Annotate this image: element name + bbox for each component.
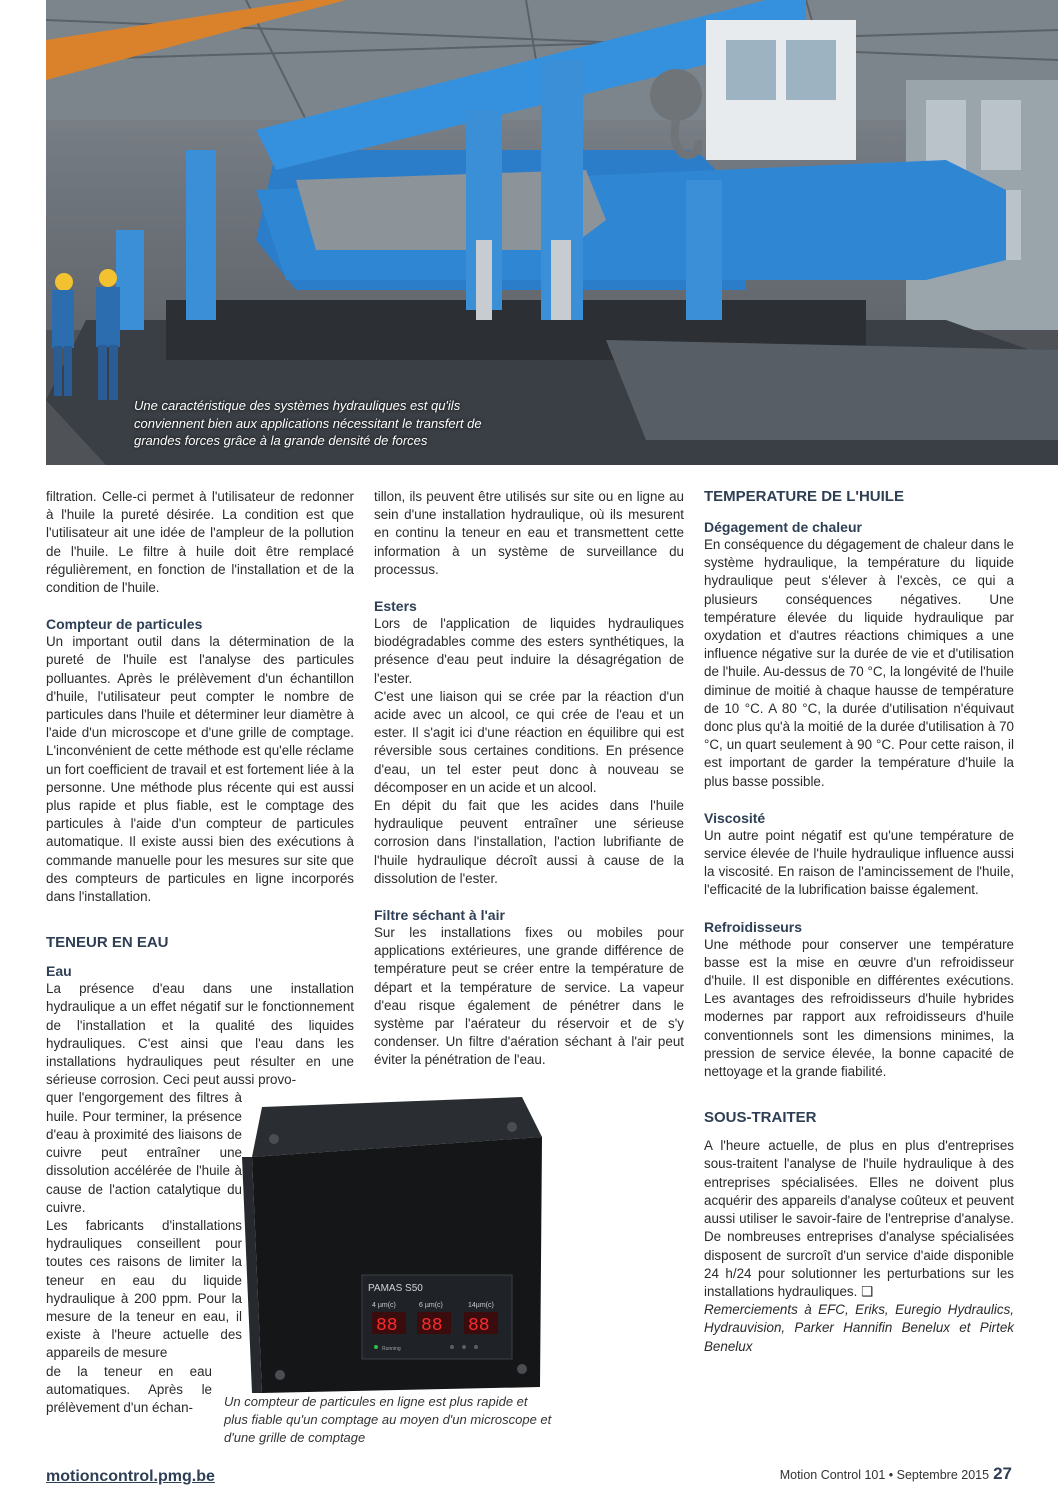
- hero-caption: Une caractéristique des systèmes hydrauliques est qu'ils conviennent bien aux applications nécessitant le transfert de grandes forces grâce à la grande densité de forces: [134, 398, 482, 448]
- channel-label-3: 14µm(c): [468, 1302, 494, 1309]
- issue-label: Motion Control 101 • Septembre 2015: [779, 1468, 990, 1482]
- subheading-air-dryer-filter: Filtre séchant à l'air: [374, 907, 505, 924]
- hero-photo: [46, 0, 1058, 465]
- display-2: 88: [421, 1316, 443, 1336]
- paragraph: quer l'engorgement des filtres à huile. Pour terminer, la présence d'eau à proximité des liaisons de cuivre peut entraîner une dissolution accélérée de l'huile à cause de l'action catalytique du cuivre.: [46, 1090, 242, 1215]
- paragraph: En dépit du fait que les acides dans l'huile hydraulique peuvent entraîner une sérieuse corrosion dans l'installation, l'action lubrifiante de l'huile hydraulique décroît aussi à cause de la dissolution de l'ester.: [374, 798, 684, 886]
- issue-info: [780, 1464, 1012, 1484]
- paragraph: La présence d'eau dans une installation hydraulique a un effet négatif sur le fonctionnement de l'installation et la qualité des liquides hydrauliques. C'est ainsi que l'eau dans les installations hydrauliques peut résulter en une sérieuse corrosion. Ceci peut aussi provo-: [46, 981, 354, 1088]
- column-3: [704, 488, 1014, 1356]
- paragraph: filtration. Celle-ci permet à l'utilisateur de redonner à l'huile la pureté désirée. La condition est que l'utilisateur ait une idée de l'ampleur de la pollution de l'huile. Le filtre à huile doit être remplacé régulièrement, en fonction de l'installation et de la condition de l'huile.: [46, 489, 354, 596]
- section-heading-oil-temperature: TEMPERATURE DE L'HUILE: [704, 488, 904, 505]
- paragraph: C'est une liaison qui se crée par la réaction d'un acide avec un alcool, ce qui crée de l'eau et un ester. Il s'agit ici d'une réaction en équilibre qui est réversible sous certaines conditions. En présence d'eau, un tel ester peut donc à nouveau se décomposer en un acide et un alcool.: [374, 688, 684, 795]
- section-heading-water-content: TENEUR EN EAU: [46, 934, 169, 952]
- status-led-icon: [374, 1345, 378, 1349]
- display-1: 88: [376, 1316, 398, 1336]
- paragraph: Sur les installations fixes ou mobiles pour applications extérieures, une grande différence de température peut se créer entre la température de départ et la température de service. La vapeur d'eau risque également de pénétrer dans le système par l'aérateur du réservoir et de s'y condenser. Un filtre d'aération séchant à l'air peut éviter la pénétration de l'eau.: [374, 925, 684, 1068]
- device-brand: PAMAS S50: [368, 1283, 423, 1294]
- display-3: 88: [468, 1316, 490, 1336]
- paragraph: Un important outil dans la détermination de la pureté de l'huile est l'analyse des particules polluantes. Après le prélèvement d'un échantillon d'huile, l'utilisateur peut compter le nombre de particules dans l'huile et déterminer leur diamètre à l'aide d'un microscope et d'une grille de comptage. L'inconvénient de cette méthode est qu'elle réclame un fort coefficient de travail et est fortement liée à la personne. Une méthode plus récente qui est aussi plus rapide et plus fiable, est le comptage des particules à l'aide d'un compteur de particules automatique. Il existe aussi bien des exécutions à commande manuelle pour les mesures sur site que des compteurs de particules en ligne incorporés dans l'installation.: [46, 634, 354, 905]
- paragraph: de la teneur en eau automatiques. Après le prélèvement d'un échan-: [46, 1363, 212, 1415]
- page-number: 27: [993, 1464, 1012, 1483]
- end-mark-icon: ❑: [861, 1283, 874, 1299]
- subheading-esters: Esters: [374, 598, 417, 615]
- paragraph: Un autre point négatif est qu'une température de service élevée de l'huile hydraulique influence aussi la viscosité. En raison de l'amincissement de l'huile, l'efficacité de la lubrification baisse également.: [704, 827, 1014, 898]
- status-label: Running: [382, 1346, 401, 1352]
- particle-counter-photo: [222, 1097, 552, 1397]
- subheading-water: Eau: [46, 963, 72, 980]
- hydraulic-machine-illustration: [46, 0, 1058, 465]
- channel-label-1: 4 µm(c): [372, 1302, 396, 1309]
- subheading-particle-counter: Compteur de particules: [46, 616, 203, 633]
- column-2: [374, 488, 684, 1070]
- subheading-heat-release: Dégagement de chaleur: [704, 519, 862, 535]
- section-heading-outsourcing: SOUS-TRAITER: [704, 1109, 817, 1127]
- acknowledgements: Remerciements à EFC, Eriks, Euregio Hydraulics, Hydrauvision, Parker Hannifin Benelux et Pirtek Benelux: [704, 1302, 1014, 1354]
- website-link[interactable]: motioncontrol.pmg.be: [46, 1468, 215, 1485]
- subheading-coolers: Refroidisseurs: [704, 918, 803, 935]
- particle-counter-device: [222, 1097, 552, 1397]
- paragraph-text: A l'heure actuelle, de plus en plus d'entreprises sous-traitent l'analyse de l'huile hydraulique à des entreprises spécialisées. Elles ne doivent plus acquérir des appareils d'analyse coûteux et peuvent aussi utiliser le savoir-faire de l'entreprise d'analyse. De nombreuses entreprises d'analyse spécialisées disposent de surcroît d'un service d'aide disponible 24 h/24 pour solutionner les perturbations sur les installations hydrauliques.: [704, 1138, 1014, 1299]
- paragraph: Une méthode pour conserver une température basse est la mise en œuvre d'un refroidisseur d'huile. Il est disponible en différentes exécutions. Les avantages des refroidisseurs d'huile hybrides modernes par rapport aux refroidisseurs d'huile conventionnels sont les dimensions minimes, la pression de service élevée, la bonne capacité de nettoyage et la grande fiabilité.: [704, 936, 1014, 1080]
- channel-label-2: 6 µm(c): [419, 1302, 443, 1309]
- subheading-viscosity: Viscosité: [704, 809, 766, 826]
- paragraph: [704, 1137, 1014, 1301]
- paragraph: Lors de l'application de liquides hydrauliques biodégradables comme des esters synthétiques, la présence d'eau peut induire la désagrégation de l'ester.: [374, 616, 684, 686]
- paragraph: Les fabricants d'installations hydrauliques conseillent pour toutes ces raisons de limiter la teneur en eau du liquide hydraulique à 200 ppm. Pour la mesure de la teneur en eau, il existe à l'heure actuelle des appareils de mesure: [46, 1217, 242, 1361]
- paragraph: En conséquence du dégagement de chaleur dans le système hydraulique, la température du liquide hydraulique peut s'élever à l'excès, ce qui a plusieurs conséquences négatives. Une température élevée du liquide hydraulique par oxydation et d'autres réactions chimiques a une influence négative sur la durée de vie et d'utilisation de l'huile. Au-dessus de 70 °C, la longévité de l'huile diminue de moitié à chaque hausse de température de 10 °C. A 80 °C, la durée d'utilisation n'équivaut donc plus qu'à la moitié de la durée d'utilisation à 70 °C, un quart seulement à 90 °C. Pour cette raison, il est important de garder la température d'huile la plus basse possible.: [704, 537, 1014, 789]
- device-caption: Un compteur de particules en ligne est plus rapide et plus fiable qu'un comptage au moyen d'un microscope et d'une grille de comptage: [224, 1394, 552, 1445]
- paragraph: tillon, ils peuvent être utilisés sur site ou en ligne au sein d'une installation hydraulique, où ils mesurent en continu la teneur en eau et transmettent cette information à un système de surveillance du processus.: [374, 489, 684, 577]
